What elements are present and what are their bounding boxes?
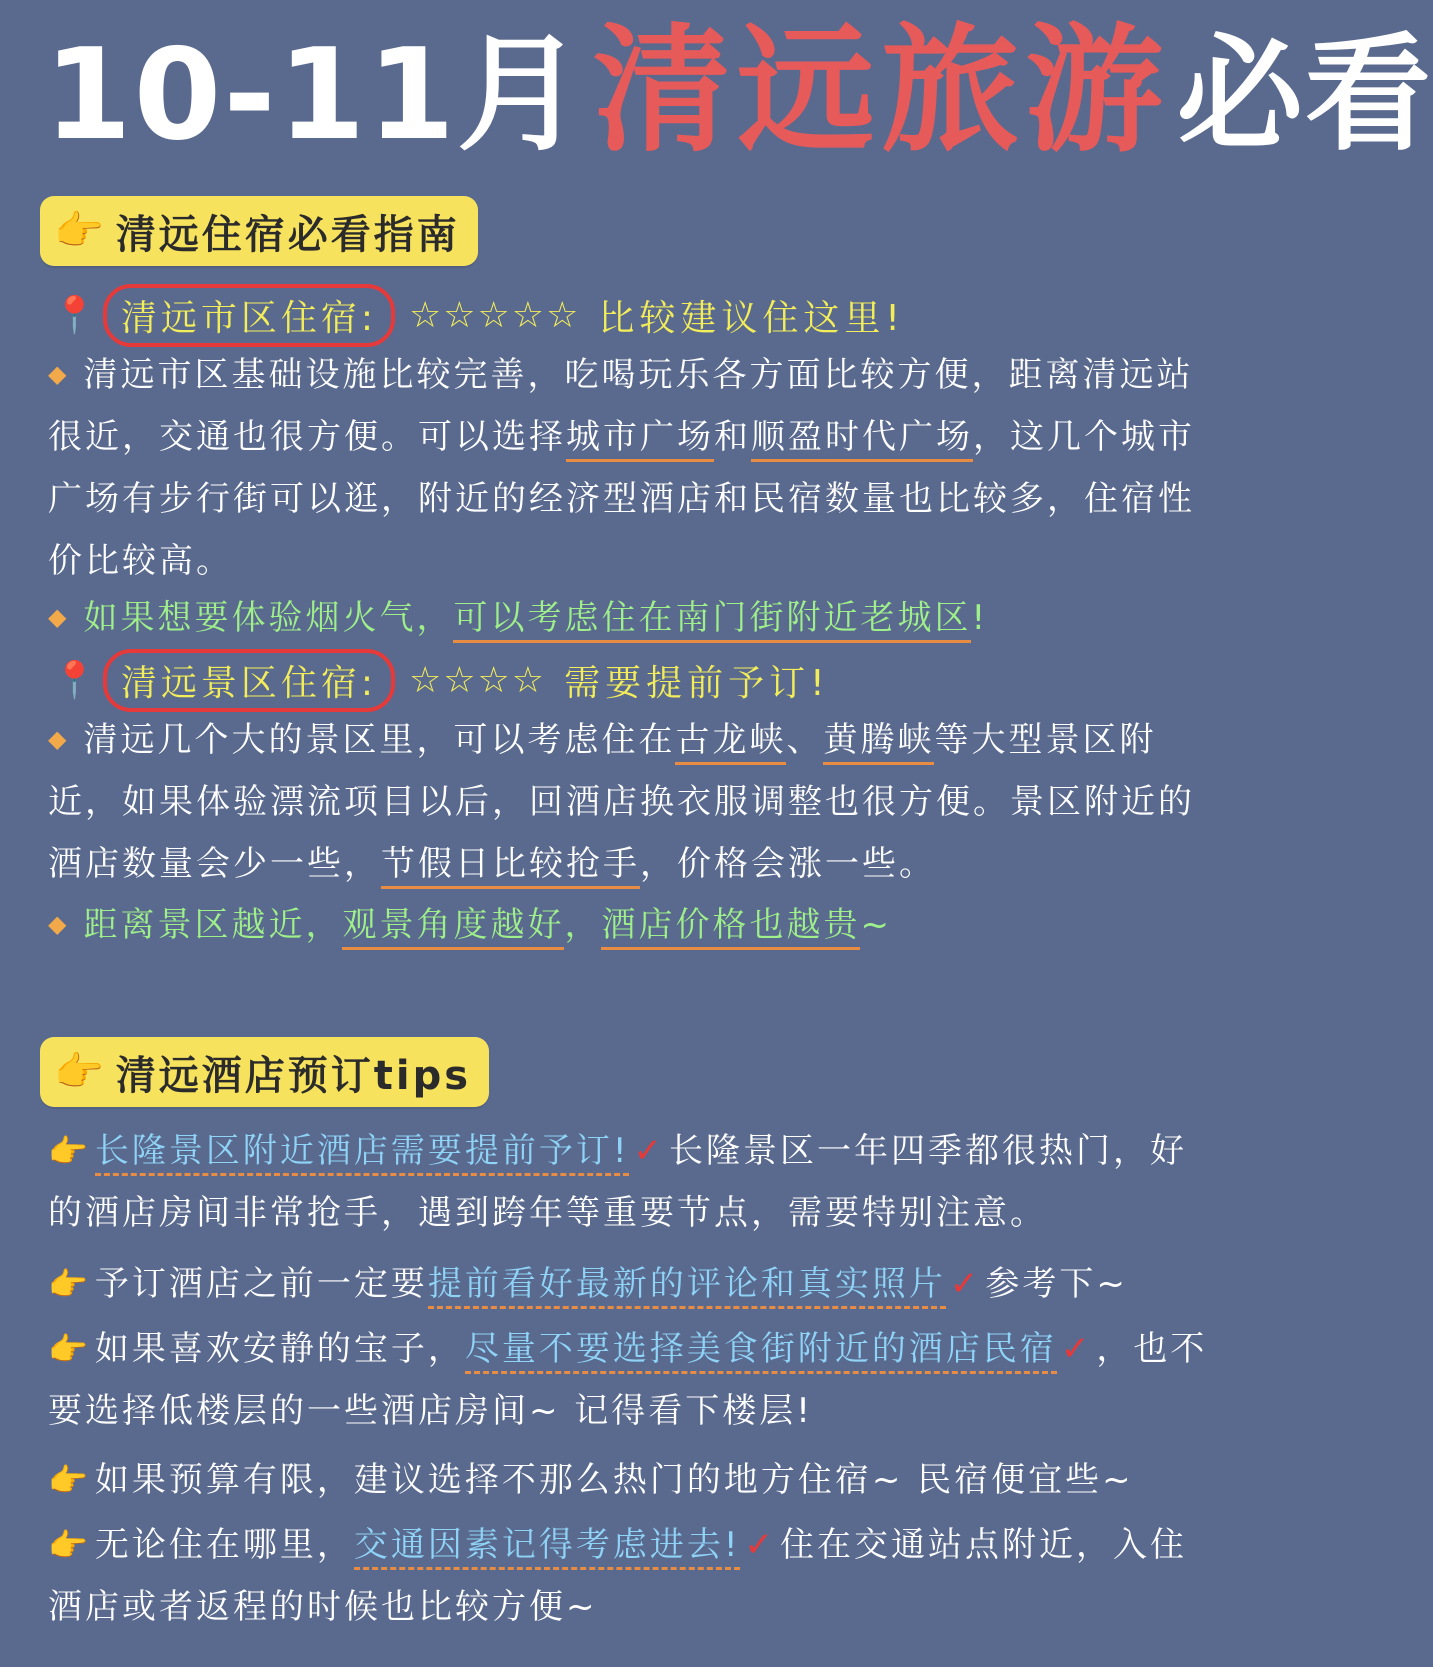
pointing-hand-icon: 👉 xyxy=(54,1049,104,1095)
subhead-note: 比较建议住这里! xyxy=(598,297,905,339)
pointing-hand-icon: 👉 xyxy=(48,1330,91,1368)
checkmark-icon: ✓ xyxy=(744,1525,776,1565)
paragraph-scenic: ◆ 清远几个大的景区里，可以考虑住在古龙峡、黄腾峡等大型景区附近，如果体验漂流项目以后，回酒店换衣服调整也很方便。景区附近的酒店数量会少一些，节假日比较抢手，价格会涨一些。 xyxy=(48,708,1218,895)
checkmark-icon: ✓ xyxy=(949,1264,982,1304)
diamond-bullet-icon: ◆ xyxy=(48,360,70,388)
paragraph-city-tip: ◆ 如果想要体验烟火气，可以考虑住在南门街附近老城区! xyxy=(48,586,1218,649)
subhead-city-lodging xyxy=(52,285,905,345)
paragraph-scenic-tip: ◆ 距离景区越近，观景角度越好，酒店价格也越贵~ xyxy=(48,893,1218,956)
star-rating: ☆☆☆☆☆ xyxy=(408,294,581,336)
star-rating: ☆☆☆☆ xyxy=(408,659,547,701)
diamond-bullet-icon: ◆ xyxy=(48,603,70,631)
section-header-lodging xyxy=(40,196,478,266)
pointing-hand-icon: 👉 xyxy=(54,208,104,254)
pointing-hand-icon: 👉 xyxy=(48,1461,91,1499)
tip-2: 👉 予订酒店之前一定要提前看好最新的评论和真实照片 ✓ 参考下~ xyxy=(48,1253,1218,1315)
subhead-label: 清远景区住宿: xyxy=(103,649,395,712)
section-header-booking-tips xyxy=(40,1037,489,1107)
pointing-hand-icon: 👉 xyxy=(48,1526,91,1564)
tip-5: 👉 无论住在哪里，交通因素记得考虑进去! ✓ 住在交通站点附近，入住酒店或者返程的时候也比较方便~ xyxy=(48,1525,1187,1627)
paragraph-city: ◆ 清远市区基础设施比较完善，吃喝玩乐各方面比较方便，距离清远站很近，交通也很方便。可以选择城市广场和顺盈时代广场，这几个城市广场有步行街可以逛，附近的经济型酒店和民宿数量也比较多，住宿性价比较高。 xyxy=(48,355,1195,581)
subhead-note: 需要提前予订! xyxy=(564,662,830,704)
page-title xyxy=(44,10,1433,171)
title-highlight: 清远旅游 xyxy=(592,10,1169,171)
section-title: 清远酒店预订tips xyxy=(115,1052,472,1099)
section-title: 清远住宿必看指南 xyxy=(115,211,460,258)
title-date: 10-11月 xyxy=(44,21,585,168)
diamond-bullet-icon: ◆ xyxy=(48,725,70,753)
pointing-hand-icon: 👉 xyxy=(48,1265,91,1303)
tip-1: 👉 长隆景区附近酒店需要提前予订! ✓ 长隆景区一年四季都很热门，好的酒店房间非常抢手，遇到跨年等重要节点，需要特别注意。 xyxy=(48,1131,1187,1233)
diamond-bullet-icon: ◆ xyxy=(48,910,70,938)
checkmark-icon: ✓ xyxy=(633,1131,665,1171)
title-suffix: 必看 xyxy=(1177,21,1433,168)
subhead-scenic-lodging xyxy=(52,650,830,710)
subhead-label: 清远市区住宿: xyxy=(103,284,395,347)
pin-icon: 📍 xyxy=(52,660,97,701)
tip-3: 👉 如果喜欢安静的宝子，尽量不要选择美食街附近的酒店民宿 ✓ ，也不要选择低楼层的一些酒店房间~ 记得看下楼层! xyxy=(48,1329,1208,1431)
tip-4: 👉 如果预算有限，建议选择不那么热门的地方住宿~ 民宿便宜些~ xyxy=(48,1460,1134,1500)
pin-icon: 📍 xyxy=(52,295,97,336)
pointing-hand-icon: 👉 xyxy=(48,1132,91,1170)
checkmark-icon: ✓ xyxy=(1060,1329,1093,1369)
